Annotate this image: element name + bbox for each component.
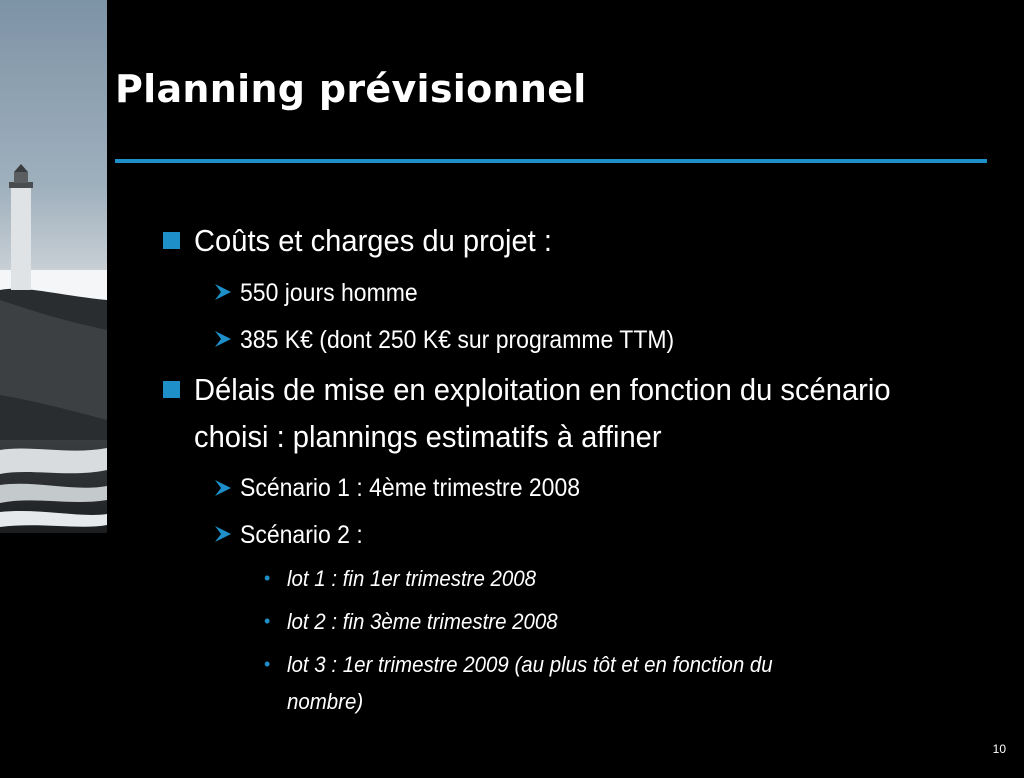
bullet-delays-line2: choisi : plannings estimatifs à affiner xyxy=(194,419,662,454)
lot-3-line2: nombre) xyxy=(287,689,364,714)
sub-bullet-scenario-1: Scénario 1 : 4ème trimestre 2008 xyxy=(240,474,581,502)
slide-title: Planning prévisionnel xyxy=(115,67,587,111)
sub-bullet-budget: 385 K€ (dont 250 K€ sur programme TTM) xyxy=(240,326,675,354)
bullet-costs: Coûts et charges du projet : xyxy=(194,223,552,258)
dot-bullet-icon: • xyxy=(264,568,271,588)
arrow-bullet-icon xyxy=(213,524,233,544)
bullet-delays-line1: Délais de mise en exploitation en fonction du scénario xyxy=(194,372,891,407)
sub-bullet-days: 550 jours homme xyxy=(240,279,418,307)
arrow-bullet-icon xyxy=(213,282,233,302)
square-bullet-icon xyxy=(163,232,180,249)
lot-2: lot 2 : fin 3ème trimestre 2008 xyxy=(287,609,558,634)
lot-1: lot 1 : fin 1er trimestre 2008 xyxy=(287,566,537,591)
square-bullet-icon xyxy=(163,381,180,398)
arrow-bullet-icon xyxy=(213,329,233,349)
lot-3-line1: lot 3 : 1er trimestre 2009 (au plus tôt et en fonction du xyxy=(287,652,773,677)
page-number: 10 xyxy=(992,742,1006,756)
sub-bullet-scenario-2: Scénario 2 : xyxy=(240,521,363,549)
arrow-bullet-icon xyxy=(213,478,233,498)
dot-bullet-icon: • xyxy=(264,611,271,631)
dot-bullet-icon: • xyxy=(264,654,271,674)
